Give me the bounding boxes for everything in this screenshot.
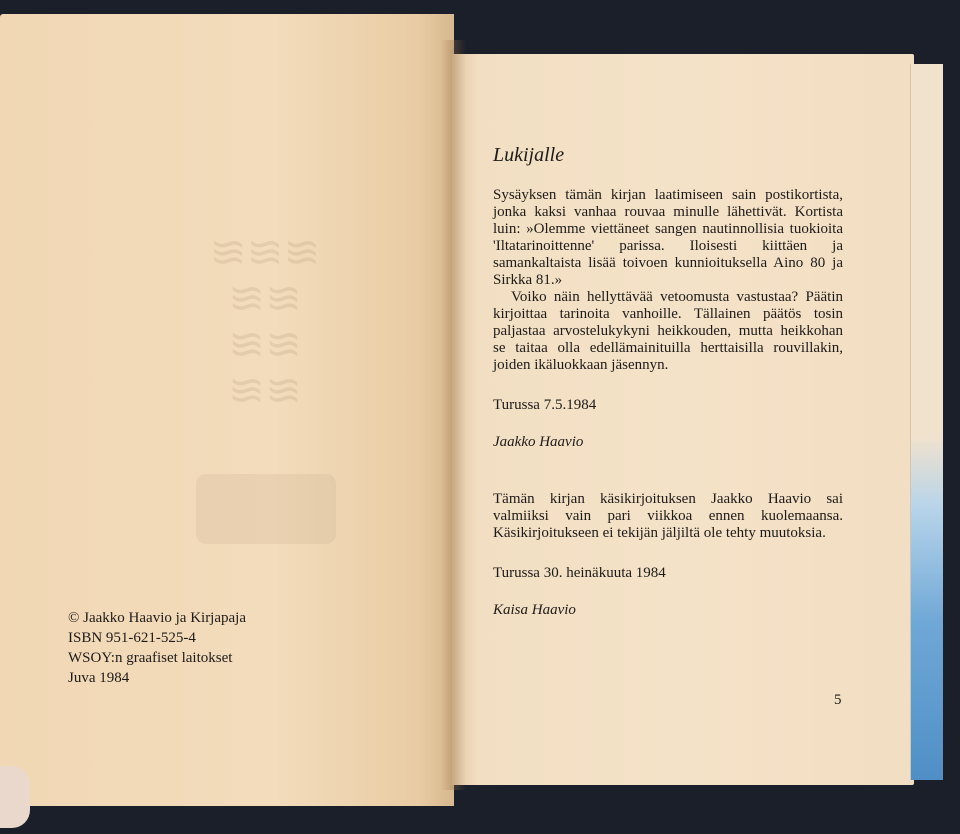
afterword-paragraph: Tämän kirjan käsikirjoituksen Jaakko Haavio sai valmiiksi vain pari viikkoa ennen kuolemaansa. Käsikirjoitukseen ei tekijän jäljiltä ole tehty muutoksia.: [493, 491, 843, 541]
foreword-heading: Lukijalle: [493, 144, 565, 166]
dateline-1: Turussa 7.5.1984: [493, 397, 597, 413]
thumb: [0, 766, 30, 828]
show-through-logo: [196, 474, 336, 544]
show-through-text: ≋≋≋ ≋≋ ≋≋ ≋≋: [209, 228, 321, 415]
foreword-paragraph-2: Voiko näin hellyttävää vetoomusta vastustaa? Päätin kirjoittaa tarinoita vanhoille. Tällainen päätös tosin paljastaa arvostelukykyni heikkouden, mutta heikkohan se taitaa olla edellämainituilla herttaisilla rouvillakin, joiden ikäluokkaan jäsennyn.: [493, 289, 843, 373]
book-gutter: [440, 40, 466, 790]
foreword-text: [493, 142, 843, 619]
signature-1: Jaakko Haavio: [493, 434, 584, 450]
copyright-line: © Jaakko Haavio ja Kirjapaja: [68, 610, 246, 626]
signature-2: Kaisa Haavio: [493, 602, 576, 618]
isbn-line: ISBN 951-621-525-4: [68, 630, 196, 646]
copyright-imprint: [68, 608, 318, 688]
printer-line: WSOY:n graafiset laitokset: [68, 650, 233, 666]
foreword-paragraph-1: Sysäyksen tämän kirjan laatimiseen sain postikortista, jonka kaksi vanhaa rouvaa minulle lähettivät. Kortista luin: »Olemme viettäneet sangen nautinnollisia tuokioita 'Iltatarinoittenne' parissa. Iloisesti kiittäen ja samankaltaista lisää toivoen kunnioituksella Aino 80 ja Sirkka 81.»: [493, 187, 843, 288]
dateline-2: Turussa 30. heinäkuuta 1984: [493, 565, 666, 581]
page-number: 5: [834, 692, 842, 708]
back-cover-edge: [910, 64, 943, 780]
place-year-line: Juva 1984: [68, 670, 130, 686]
